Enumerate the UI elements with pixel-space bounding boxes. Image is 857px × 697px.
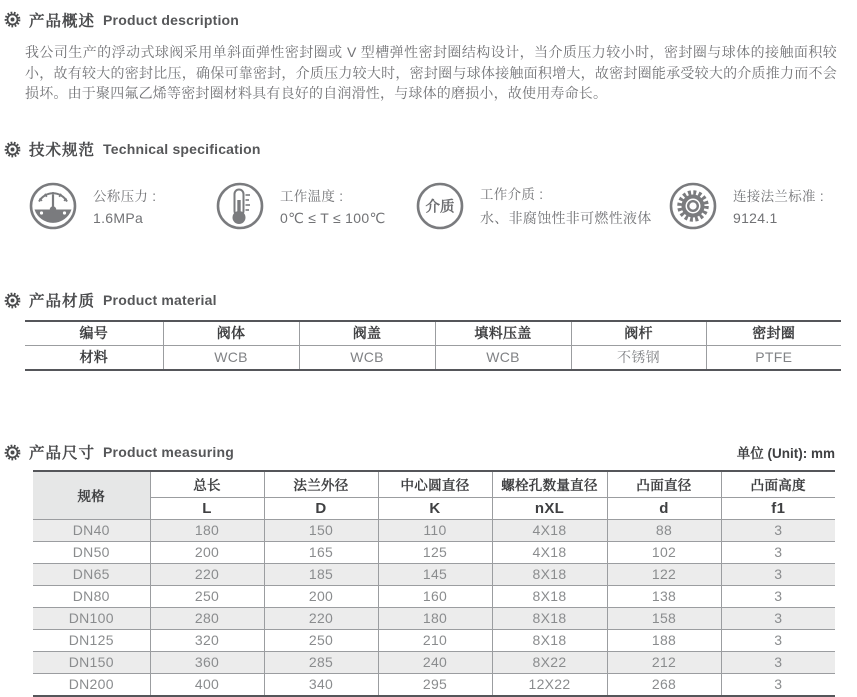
- column-header: 编号: [25, 321, 163, 346]
- table-cell: 122: [607, 563, 721, 585]
- bullet-gear-icon: [4, 11, 21, 28]
- column-header: 中心圆直径: [378, 471, 492, 498]
- table-cell: 145: [378, 563, 492, 585]
- table-cell: 3: [721, 629, 835, 651]
- table-cell: 340: [264, 673, 378, 696]
- medium-badge-icon: [415, 181, 465, 231]
- table-row: [33, 629, 835, 651]
- table-cell: WCB: [435, 345, 571, 370]
- table-row: [33, 541, 835, 563]
- table-cell: 240: [378, 651, 492, 673]
- table-cell: 360: [150, 651, 264, 673]
- spec-text: [733, 185, 824, 226]
- column-header: 填料压盖: [435, 321, 571, 346]
- section-title-zh: 技术规范: [29, 142, 96, 159]
- table-row: [33, 563, 835, 585]
- table-row: [33, 585, 835, 607]
- table-row: [33, 673, 835, 696]
- table-cell: 158: [607, 607, 721, 629]
- column-header: 密封圈: [706, 321, 841, 346]
- measuring-table: [33, 470, 835, 697]
- table-cell: 285: [264, 651, 378, 673]
- section-title-material: [4, 291, 857, 310]
- table-cell: 200: [264, 585, 378, 607]
- section-title-en: Product description: [103, 11, 240, 28]
- table-cell: WCB: [163, 345, 299, 370]
- table-cell: 3: [721, 541, 835, 563]
- table-cell: 280: [150, 607, 264, 629]
- symbol-header: f1: [721, 497, 835, 519]
- spec-item-temperature: [215, 181, 415, 231]
- column-header-spec: 规格: [33, 471, 150, 520]
- table-cell: 102: [607, 541, 721, 563]
- table-cell: 3: [721, 651, 835, 673]
- table-cell: DN50: [33, 541, 150, 563]
- table-cell: 185: [264, 563, 378, 585]
- table-cell: DN100: [33, 607, 150, 629]
- table-row: [33, 519, 835, 541]
- symbol-header: K: [378, 497, 492, 519]
- table-cell: DN65: [33, 563, 150, 585]
- column-header: 法兰外径: [264, 471, 378, 498]
- table-cell: 138: [607, 585, 721, 607]
- table-cell: 320: [150, 629, 264, 651]
- table-cell: DN125: [33, 629, 150, 651]
- table-cell: 不锈钢: [571, 345, 706, 370]
- table-cell: 295: [378, 673, 492, 696]
- material-data-row: [25, 345, 841, 370]
- table-cell: 188: [607, 629, 721, 651]
- table-cell: 125: [378, 541, 492, 563]
- section-title-en: Product material: [103, 292, 217, 308]
- table-cell: 180: [150, 519, 264, 541]
- section-title-overview: [4, 10, 857, 29]
- unit-note: 单位 (Unit): mm: [736, 445, 835, 461]
- column-header: 螺栓孔数量直径: [492, 471, 607, 498]
- table-cell: 220: [264, 607, 378, 629]
- column-header: 阀盖: [299, 321, 435, 346]
- table-cell: 8X18: [492, 563, 607, 585]
- symbol-header: L: [150, 497, 264, 519]
- spec-label: 工作温度 :: [280, 188, 344, 204]
- measuring-section-header: [4, 442, 857, 462]
- table-cell: 200: [150, 541, 264, 563]
- medium-badge-text: 介质: [425, 199, 455, 215]
- table-cell: 160: [378, 585, 492, 607]
- column-header: 总长: [150, 471, 264, 498]
- section-title-measuring: [4, 443, 234, 462]
- pressure-gauge-icon: [28, 181, 78, 231]
- symbol-header: D: [264, 497, 378, 519]
- spec-item-flange-standard: [668, 181, 857, 231]
- table-cell: 250: [264, 629, 378, 651]
- column-header: 凸面高度: [721, 471, 835, 498]
- table-cell: 3: [721, 563, 835, 585]
- table-cell: 3: [721, 607, 835, 629]
- table-cell: 4X18: [492, 541, 607, 563]
- table-cell: 150: [264, 519, 378, 541]
- spec-text: [480, 183, 652, 228]
- bullet-gear-icon: [4, 292, 21, 309]
- row-label-cell: 材料: [25, 345, 163, 370]
- spec-value: 水、非腐蚀性非可燃性液体: [480, 210, 652, 226]
- table-cell: 250: [150, 585, 264, 607]
- column-header: 阀体: [163, 321, 299, 346]
- table-cell: 212: [607, 651, 721, 673]
- measuring-symbol-row: [33, 497, 835, 519]
- column-header: 阀杆: [571, 321, 706, 346]
- table-cell: 210: [378, 629, 492, 651]
- table-cell: PTFE: [706, 345, 841, 370]
- table-row: [33, 651, 835, 673]
- spec-item-medium: [415, 181, 668, 231]
- spec-value: 1.6MPa: [93, 210, 144, 226]
- spec-items-row: [4, 181, 857, 231]
- spec-text: [93, 185, 156, 226]
- table-cell: 110: [378, 519, 492, 541]
- column-header: 凸面直径: [607, 471, 721, 498]
- table-cell: 220: [150, 563, 264, 585]
- thermometer-icon: [215, 181, 265, 231]
- spec-value: 9124.1: [733, 210, 778, 226]
- spec-text: [280, 185, 385, 227]
- table-cell: 3: [721, 673, 835, 696]
- table-cell: 8X18: [492, 607, 607, 629]
- bullet-gear-icon: [4, 444, 21, 461]
- table-cell: 12X22: [492, 673, 607, 696]
- section-title-zh: 产品尺寸: [29, 445, 96, 462]
- spec-value: 0℃ ≤ T ≤ 100℃: [280, 209, 386, 226]
- material-header-row: [25, 321, 841, 346]
- table-cell: DN150: [33, 651, 150, 673]
- table-cell: DN80: [33, 585, 150, 607]
- table-cell: DN40: [33, 519, 150, 541]
- table-cell: 400: [150, 673, 264, 696]
- overview-paragraph: 我公司生产的浮动式球阀采用单斜面弹性密封圈或 V 型槽弹性密封圈结构设计，当介质压力较小时，密封圈与球体的接触面积较小，故有较大的密封比压，确保可靠密封，介质压力较大时，密封圈与球体接触面积增大，故密封圈能承受较大的介质推力而不会损坏。由于聚四氟乙烯等密封圈材料具有良好的自润滑性，与球体的磨损小，故使用寿命长。: [25, 44, 837, 101]
- table-cell: 8X18: [492, 629, 607, 651]
- table-cell: 4X18: [492, 519, 607, 541]
- spec-label: 工作介质 :: [480, 187, 544, 202]
- section-title-en: Product measuring: [103, 444, 234, 460]
- section-title-zh: 产品材质: [29, 293, 96, 310]
- table-cell: WCB: [299, 345, 435, 370]
- spec-label: 连接法兰标准 :: [733, 189, 824, 204]
- bullet-gear-icon: [4, 141, 21, 158]
- spec-item-pressure: [28, 181, 215, 231]
- section-title-en: Technical specification: [103, 141, 261, 157]
- section-title-zh: 产品概述: [29, 12, 96, 30]
- table-row: [33, 607, 835, 629]
- table-cell: 3: [721, 519, 835, 541]
- spec-label: 公称压力 :: [93, 189, 157, 204]
- symbol-header: d: [607, 497, 721, 519]
- table-cell: 8X22: [492, 651, 607, 673]
- measuring-header-row: [33, 471, 835, 498]
- table-cell: 8X18: [492, 585, 607, 607]
- table-cell: 165: [264, 541, 378, 563]
- table-cell: DN200: [33, 673, 150, 696]
- section-title-spec: [4, 140, 857, 159]
- flange-standard-icon: [668, 181, 718, 231]
- table-cell: 88: [607, 519, 721, 541]
- table-cell: 180: [378, 607, 492, 629]
- material-table: [25, 320, 841, 371]
- table-cell: 268: [607, 673, 721, 696]
- symbol-header: nXL: [492, 497, 607, 519]
- table-cell: 3: [721, 585, 835, 607]
